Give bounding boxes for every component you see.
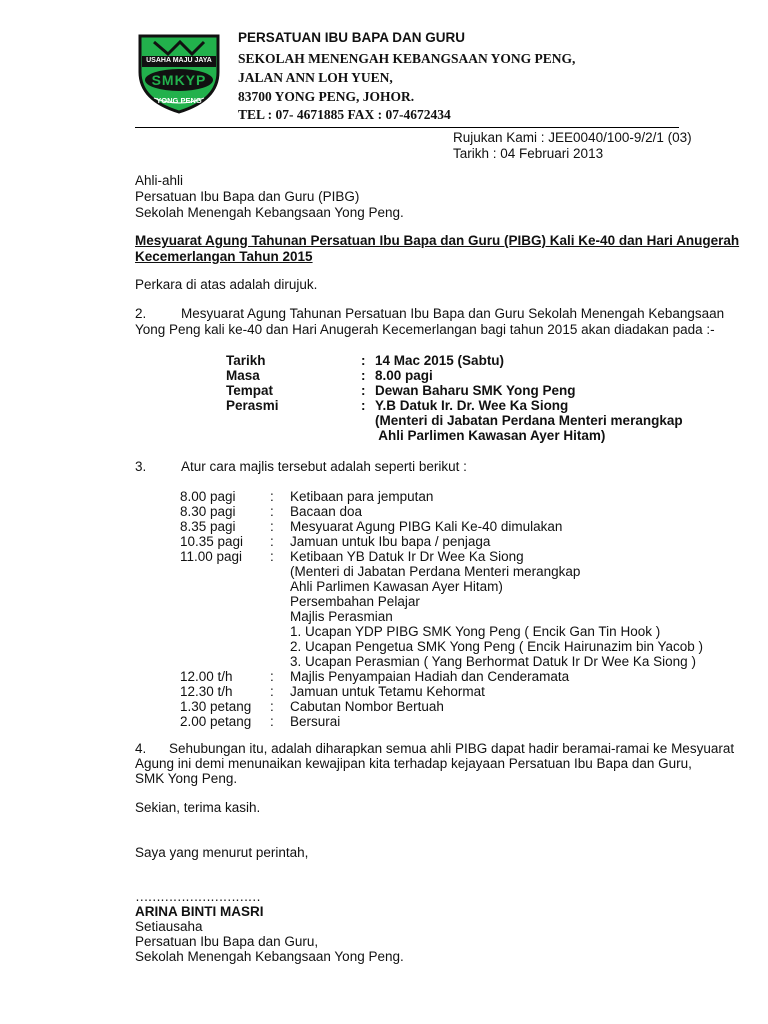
schedule-item: Persembahan Pelajar <box>290 594 420 609</box>
schedule-item: 2. Ucapan Pengetua SMK Yong Peng ( Encik Hairunazim bin Yacob ) <box>290 639 704 654</box>
schedule-separator: : <box>270 669 274 684</box>
schedule-separator: : <box>270 504 274 519</box>
paragraph-4-line-3: SMK Yong Peng. <box>135 771 238 786</box>
logo-motto: USAHA MAJU JAYA <box>146 57 212 64</box>
signatory-school: Sekolah Menengah Kebangsaan Yong Peng. <box>135 949 404 964</box>
signoff-text: Saya yang menurut perintah, <box>135 845 309 860</box>
schedule-separator: : <box>270 519 274 534</box>
detail-value: Dewan Baharu SMK Yong Peng <box>375 383 576 398</box>
detail-separator: : <box>361 398 366 413</box>
schedule-separator: : <box>270 699 274 714</box>
paragraph-4-line-2: Agung ini demi menunaikan kewajipan kita terhadap kejayaan Persatuan Ibu Bapa dan Guru, <box>135 756 692 771</box>
schedule-item: Jamuan untuk Tetamu Kehormat <box>290 684 485 699</box>
detail-value: Ahli Parlimen Kawasan Ayer Hitam) <box>375 428 606 443</box>
schedule-time: 8.30 pagi <box>180 504 236 519</box>
paragraph-2-line-1: Mesyuarat Agung Tahunan Persatuan Ibu Bapa dan Guru Sekolah Menengah Kebangsaan <box>181 306 725 321</box>
letterhead-address-2: 83700 YONG PENG, JOHOR. <box>238 89 415 104</box>
closing-text: Sekian, terima kasih. <box>135 800 261 815</box>
schedule-item: Cabutan Nombor Bertuah <box>290 699 444 714</box>
schedule-separator: : <box>270 549 274 564</box>
detail-value: 14 Mac 2015 (Sabtu) <box>375 353 505 368</box>
signature-dots: ………………………… <box>135 889 260 904</box>
paragraph-2-number: 2. <box>135 306 147 321</box>
schedule-separator: : <box>270 684 274 699</box>
detail-label: Tarikh <box>226 353 266 368</box>
paragraph-4-line-1: Sehubungan itu, adalah diharapkan semua ahli PIBG dapat hadir beramai-ramai ke Mesyuarat <box>169 741 735 756</box>
letterhead-address-1: JALAN ANN LOH YUEN, <box>238 70 393 85</box>
schedule-time: 10.35 pagi <box>180 534 244 549</box>
letterhead-org: PERSATUAN IBU BAPA DAN GURU <box>238 30 466 45</box>
schedule-separator: : <box>270 489 274 504</box>
detail-label: Perasmi <box>226 398 279 413</box>
schedule-item: Ketibaan YB Datuk Ir Dr Wee Ka Siong <box>290 549 524 564</box>
schedule-time: 8.35 pagi <box>180 519 236 534</box>
detail-value: Y.B Datuk Ir. Dr. Wee Ka Siong <box>375 398 569 413</box>
schedule-item: Ahli Parlimen Kawasan Ayer Hitam) <box>290 579 503 594</box>
schedule-time: 8.00 pagi <box>180 489 236 504</box>
schedule-item: 1. Ucapan YDP PIBG SMK Yong Peng ( Encik Gan Tin Hook ) <box>290 624 661 639</box>
schedule-item: Mesyuarat Agung PIBG Kali Ke-40 dimulakan <box>290 519 563 534</box>
detail-label: Tempat <box>226 383 274 398</box>
detail-label: Masa <box>226 368 260 383</box>
signatory-name: ARINA BINTI MASRI <box>135 904 264 919</box>
detail-value: 8.00 pagi <box>375 368 433 383</box>
schedule-time: 12.30 t/h <box>180 684 233 699</box>
paragraph-1: Perkara di atas adalah dirujuk. <box>135 277 318 292</box>
subject-line-2: Kecemerlangan Tahun 2015 <box>135 249 313 264</box>
recipient-line-3: Sekolah Menengah Kebangsaan Yong Peng. <box>135 205 404 220</box>
subject-line-1: Mesyuarat Agung Tahunan Persatuan Ibu Bapa dan Guru (PIBG) Kali Ke-40 dan Hari Anugerah <box>135 233 740 248</box>
detail-separator: : <box>361 353 366 368</box>
schedule-item: Bacaan doa <box>290 504 363 519</box>
paragraph-3-number: 3. <box>135 459 147 474</box>
schedule-time: 12.00 t/h <box>180 669 233 684</box>
recipient-line-1: Ahli-ahli <box>135 173 184 188</box>
schedule-item: Majlis Penyampaian Hadiah dan Cenderamata <box>290 669 570 684</box>
letterhead-school: SEKOLAH MENENGAH KEBANGSAAN YONG PENG, <box>238 51 576 66</box>
letterhead-contact: TEL : 07- 4671885 FAX : 07-4672434 <box>238 107 451 121</box>
schedule-item: (Menteri di Jabatan Perdana Menteri merangkap <box>290 564 581 579</box>
detail-separator: : <box>361 383 366 398</box>
reference-number: Rujukan Kami : JEE0040/100-9/2/1 (03) <box>453 130 692 145</box>
schedule-item: 3. Ucapan Perasmian ( Yang Berhormat Datuk Ir Dr Wee Ka Siong ) <box>290 654 696 669</box>
schedule-time: 2.00 petang <box>180 714 252 729</box>
school-logo <box>134 28 224 116</box>
signatory-title: Setiausaha <box>135 919 203 934</box>
schedule-item: Jamuan untuk Ibu bapa / penjaga <box>290 534 491 549</box>
detail-value: (Menteri di Jabatan Perdana Menteri merangkap <box>375 413 683 428</box>
paragraph-3-text: Atur cara majlis tersebut adalah seperti berikut : <box>181 459 467 474</box>
logo-initials: SMKYP <box>151 72 207 88</box>
schedule-item: Majlis Perasmian <box>290 609 393 624</box>
schedule-item: Bersurai <box>290 714 341 729</box>
schedule-item: Ketibaan para jemputan <box>290 489 434 504</box>
paragraph-4-number: 4. <box>135 741 147 756</box>
recipient-line-2: Persatuan Ibu Bapa dan Guru (PIBG) <box>135 189 360 204</box>
paragraph-2-line-2: Yong Peng kali ke-40 dan Hari Anugerah Kecemerlangan bagi tahun 2015 akan diadakan pada :- <box>135 322 715 337</box>
schedule-time: 1.30 petang <box>180 699 252 714</box>
schedule-time: 11.00 pagi <box>180 549 243 564</box>
schedule-separator: : <box>270 714 274 729</box>
schedule-separator: : <box>270 534 274 549</box>
reference-date: Tarikh : 04 Februari 2013 <box>453 146 604 161</box>
logo-place: YONG PENG <box>156 96 202 105</box>
signatory-org: Persatuan Ibu Bapa dan Guru, <box>135 934 319 949</box>
detail-separator: : <box>361 368 366 383</box>
letterhead-divider <box>135 127 679 128</box>
